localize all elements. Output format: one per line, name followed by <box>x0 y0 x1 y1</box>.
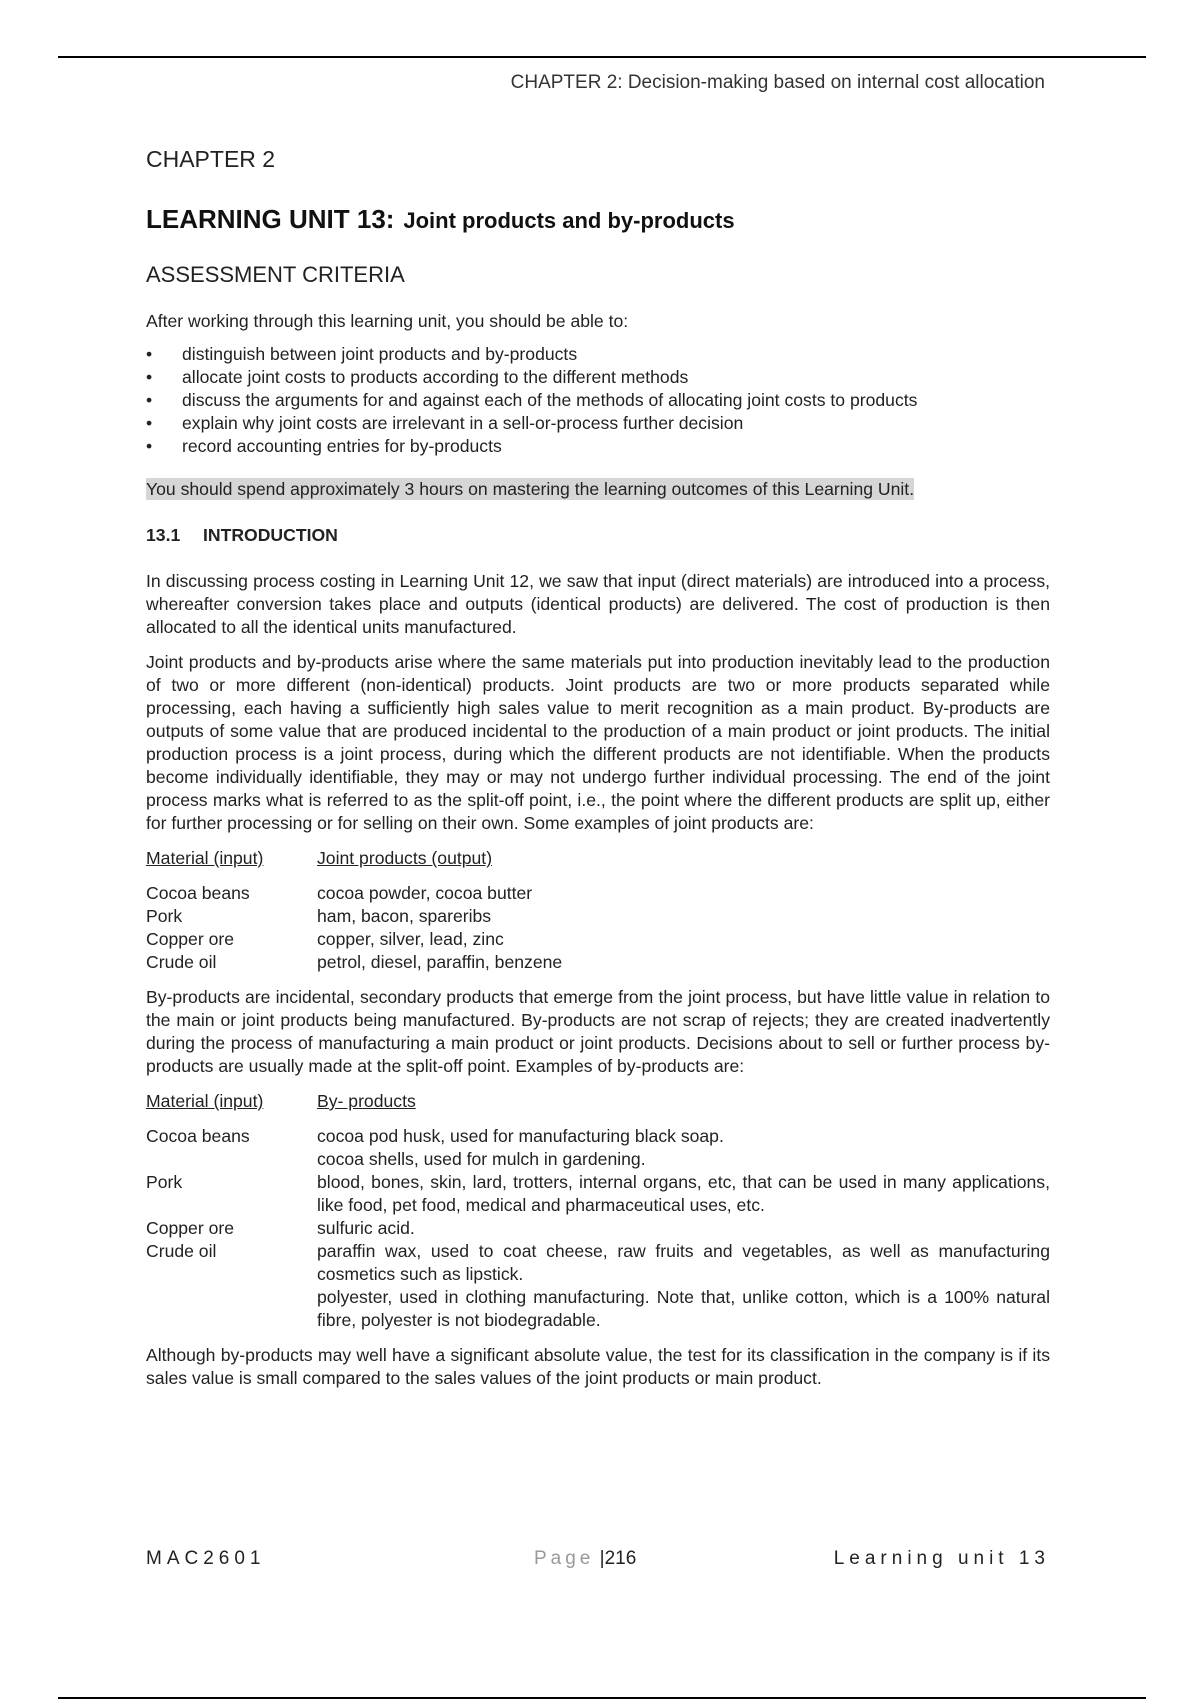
table-row <box>146 905 1050 928</box>
page-footer <box>146 1548 1050 1572</box>
products-cell: blood, bones, skin, lard, trotters, internal organs, etc, that can be used in many applications, like food, pet food, medical and pharmaceutical uses, etc. <box>317 1172 1050 1215</box>
table-row <box>146 1125 1050 1148</box>
table-header <box>146 1090 1050 1113</box>
products-cell: ham, bacon, spareribs <box>317 906 492 926</box>
paragraph: Joint products and by-products arise where the same materials put into production inevitably lead to the production of two or more different (non-identical) products. Joint products are two or more products separated while processing, each having a sufficiently high sales value to merit recognition as a main product. By-products are outputs of some value that are produced incidental to the production of a main product or joint products. The initial production process is a joint process, during which the different products are not identifiable. When the products become individually identifiable, they may or may not undergo further individual processing. The end of the joint process marks what is referred to as the split-off point, i.e., the point where the different products are split up, either for further processing or for selling on their own. Some examples of joint products are: <box>146 652 1050 833</box>
outcomes-list <box>146 343 1050 458</box>
footer-page-label: Page <box>534 1548 595 1569</box>
footer-course-code: MAC2601 <box>146 1548 266 1569</box>
material-cell: Pork <box>146 1172 183 1192</box>
products-cell: copper, silver, lead, zinc <box>317 929 504 949</box>
products-cell: cocoa shells, used for mulch in gardening. <box>317 1149 646 1169</box>
running-header: CHAPTER 2: Decision-making based on internal cost allocation <box>510 72 1045 93</box>
column-header: By- products <box>317 1091 416 1111</box>
table-row <box>146 1240 1050 1286</box>
table-row <box>146 1217 1050 1240</box>
column-header: Material (input) <box>146 1091 264 1111</box>
material-cell <box>146 1286 317 1332</box>
paragraph: Although by-products may well have a significant absolute value, the test for its classification in the company is if its sales value is small compared to the sales values of the joint products or main product. <box>146 1345 1050 1388</box>
chapter-label: CHAPTER 2 <box>146 146 276 172</box>
material-cell: Copper ore <box>146 1218 235 1238</box>
table-row <box>146 1286 1050 1332</box>
column-header: Joint products (output) <box>317 848 493 868</box>
outcome-item: • allocate joint costs to products according to the different methods <box>146 366 1050 389</box>
table-row <box>146 882 1050 905</box>
footer-unit: Learning unit 13 <box>833 1548 1050 1569</box>
table-row <box>146 1171 1050 1217</box>
table-row <box>146 928 1050 951</box>
material-cell: Crude oil <box>146 1241 217 1261</box>
unit-title-subtitle: Joint products and by-products <box>403 208 735 233</box>
material-cell: Copper ore <box>146 929 235 949</box>
outcome-item: • distinguish between joint products and by-products <box>146 343 1050 366</box>
intro-line: After working through this learning unit, you should be able to: <box>146 311 629 331</box>
footer-separator: | <box>599 1548 605 1569</box>
bottom-rule <box>58 1697 1146 1699</box>
products-cell: cocoa powder, cocoa butter <box>317 883 533 903</box>
products-cell: cocoa pod husk, used for manufacturing black soap. <box>317 1126 724 1146</box>
paragraph: In discussing process costing in Learning Unit 12, we saw that input (direct materials) are introduced into a process, whereafter conversion takes place and outputs (identical products) are delivered. The cost of production is then allocated to all the identical units manufactured. <box>146 571 1050 637</box>
joint-products-table <box>146 847 1050 974</box>
section-heading <box>146 525 1050 546</box>
outcome-item: • record accounting entries for by-products <box>146 435 1050 458</box>
unit-title <box>146 199 1050 236</box>
column-header: Material (input) <box>146 848 264 868</box>
table-row <box>146 951 1050 974</box>
products-cell: polyester, used in clothing manufacturing. Note that, unlike cotton, which is a 100% natural fibre, polyester is not biodegradable. <box>317 1287 1050 1330</box>
outcome-item: • discuss the arguments for and against each of the methods of allocating joint costs to products <box>146 389 1050 412</box>
section-title: INTRODUCTION <box>203 525 338 545</box>
assessment-heading: ASSESSMENT CRITERIA <box>146 262 405 287</box>
page-content <box>146 146 1050 1402</box>
section-number: 13.1 <box>146 525 181 545</box>
by-products-table <box>146 1090 1050 1332</box>
paragraph: By-products are incidental, secondary products that emerge from the joint process, but have little value in relation to the main or joint products being manufactured. By-products are not scrap of rejects; they are created inadvertently during the process of manufacturing a main product or joint products. Decisions about to sell or further process by-products are usually made at the split-off point. Examples of by-products are: <box>146 987 1050 1076</box>
material-cell: Cocoa beans <box>146 1126 250 1146</box>
unit-title-prefix: LEARNING UNIT 13: <box>146 204 395 234</box>
products-cell: paraffin wax, used to coat cheese, raw fruits and vegetables, as well as manufacturing cosmetics such as lipstick. <box>317 1241 1050 1284</box>
products-cell: sulfuric acid. <box>317 1218 415 1238</box>
outcome-item: • explain why joint costs are irrelevant in a sell-or-process further decision <box>146 412 1050 435</box>
material-cell <box>146 1148 317 1171</box>
time-note: You should spend approximately 3 hours on mastering the learning outcomes of this Learning Unit. <box>146 479 915 499</box>
material-cell: Cocoa beans <box>146 883 250 903</box>
footer-page <box>534 1548 636 1570</box>
material-cell: Pork <box>146 906 183 926</box>
products-cell: petrol, diesel, paraffin, benzene <box>317 952 563 972</box>
top-rule <box>58 56 1146 58</box>
material-cell: Crude oil <box>146 952 217 972</box>
table-header <box>146 847 1050 870</box>
table-row <box>146 1148 1050 1171</box>
footer-page-number: 216 <box>604 1548 637 1569</box>
